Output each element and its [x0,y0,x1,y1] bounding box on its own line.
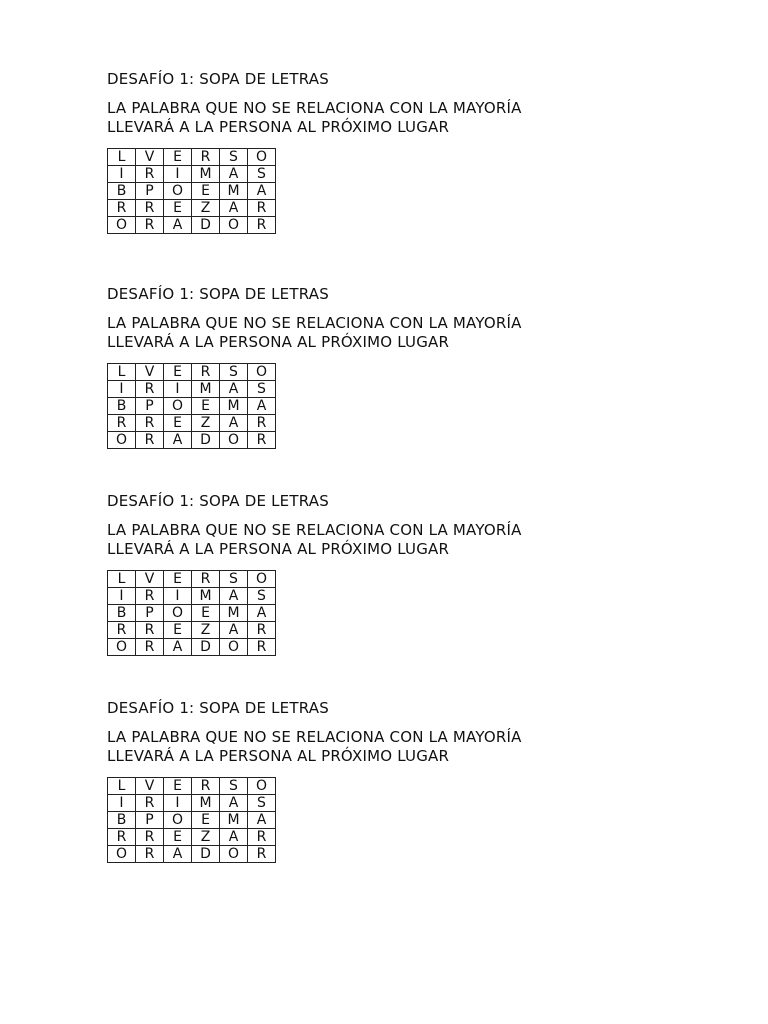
grid-cell: O [248,149,276,166]
grid-cell: O [248,571,276,588]
grid-cell: V [136,149,164,166]
grid-cell: R [248,217,276,234]
grid-cell: O [164,183,192,200]
grid-cell: B [108,605,136,622]
grid-row [108,588,276,605]
grid-cell: E [164,415,192,432]
grid-cell: L [108,364,136,381]
grid-cell: P [136,398,164,415]
grid-row [108,795,276,812]
grid-cell: R [192,571,220,588]
grid-cell: R [248,829,276,846]
grid-cell: R [136,432,164,449]
grid-row [108,183,276,200]
grid-cell: I [164,795,192,812]
grid-cell: S [220,571,248,588]
grid-cell: A [220,795,248,812]
grid-cell: S [220,364,248,381]
grid-cell: I [164,166,192,183]
instruction-line: LA PALABRA QUE NO SE RELACIONA CON LA MAYORÍA [107,521,522,539]
instruction-line: LLEVARÁ A LA PERSONA AL PRÓXIMO LUGAR [107,333,450,351]
grid-cell: A [248,605,276,622]
grid-row [108,149,276,166]
grid-cell: I [108,588,136,605]
grid-row [108,812,276,829]
grid-cell: O [108,846,136,863]
grid-row [108,622,276,639]
grid-cell: I [164,588,192,605]
grid-cell: R [248,639,276,656]
challenge-instruction [107,99,522,137]
grid-cell: I [108,166,136,183]
instruction-line: LLEVARÁ A LA PERSONA AL PRÓXIMO LUGAR [107,540,450,558]
grid-cell: A [220,166,248,183]
grid-cell: E [192,398,220,415]
grid-cell: A [248,812,276,829]
challenge-instruction [107,521,522,559]
grid-cell: A [220,200,248,217]
grid-cell: Z [192,829,220,846]
grid-cell: R [192,149,220,166]
instruction-line: LLEVARÁ A LA PERSONA AL PRÓXIMO LUGAR [107,118,450,136]
grid-cell: A [248,183,276,200]
grid-cell: I [108,795,136,812]
grid-row [108,381,276,398]
grid-cell: Z [192,415,220,432]
grid-cell: S [220,149,248,166]
challenge-title: DESAFÍO 1: SOPA DE LETRAS [107,699,329,717]
grid-row [108,778,276,795]
grid-cell: I [164,381,192,398]
grid-cell: S [248,795,276,812]
challenge-instruction [107,314,522,352]
grid-cell: M [192,795,220,812]
grid-cell: A [164,846,192,863]
grid-cell: O [108,639,136,656]
grid-cell: S [248,166,276,183]
grid-cell: L [108,571,136,588]
grid-cell: B [108,398,136,415]
grid-cell: E [192,183,220,200]
grid-row [108,639,276,656]
instruction-line: LA PALABRA QUE NO SE RELACIONA CON LA MAYORÍA [107,314,522,332]
grid-row [108,571,276,588]
grid-cell: R [108,829,136,846]
grid-cell: V [136,778,164,795]
grid-cell: E [164,571,192,588]
grid-cell: E [164,149,192,166]
grid-cell: R [136,166,164,183]
grid-cell: M [192,166,220,183]
grid-cell: Z [192,200,220,217]
grid-cell: R [136,381,164,398]
grid-cell: R [136,829,164,846]
grid-cell: S [220,778,248,795]
grid-cell: D [192,846,220,863]
grid-cell: D [192,639,220,656]
grid-cell: R [248,846,276,863]
grid-cell: M [220,398,248,415]
grid-cell: O [164,398,192,415]
grid-cell: R [248,200,276,217]
grid-cell: L [108,778,136,795]
grid-cell: R [192,364,220,381]
grid-cell: B [108,812,136,829]
grid-cell: E [164,200,192,217]
grid-cell: O [164,605,192,622]
grid-cell: Z [192,622,220,639]
grid-row [108,200,276,217]
grid-cell: M [220,183,248,200]
challenge-title: DESAFÍO 1: SOPA DE LETRAS [107,492,329,510]
grid-cell: R [136,200,164,217]
grid-row [108,829,276,846]
grid-cell: R [136,639,164,656]
grid-cell: O [220,432,248,449]
grid-cell: O [248,778,276,795]
grid-cell: E [192,812,220,829]
grid-cell: O [220,639,248,656]
grid-cell: R [248,415,276,432]
grid-cell: R [108,415,136,432]
word-search-grid [107,148,276,234]
grid-cell: R [248,432,276,449]
grid-cell: R [108,200,136,217]
grid-cell: M [220,605,248,622]
grid-cell: M [220,812,248,829]
grid-cell: M [192,588,220,605]
challenge-block [107,492,522,656]
grid-row [108,432,276,449]
challenge-title: DESAFÍO 1: SOPA DE LETRAS [107,70,329,88]
grid-row [108,166,276,183]
challenge-block [107,699,522,863]
grid-cell: O [248,364,276,381]
grid-row [108,398,276,415]
grid-cell: D [192,217,220,234]
grid-cell: R [136,217,164,234]
grid-cell: A [220,622,248,639]
grid-cell: O [164,812,192,829]
grid-cell: O [108,217,136,234]
grid-cell: S [248,588,276,605]
grid-cell: R [136,415,164,432]
grid-cell: V [136,571,164,588]
grid-cell: B [108,183,136,200]
grid-row [108,605,276,622]
grid-cell: E [164,778,192,795]
grid-row [108,846,276,863]
grid-cell: R [248,622,276,639]
grid-cell: R [136,622,164,639]
grid-cell: O [108,432,136,449]
grid-cell: O [220,217,248,234]
challenge-instruction [107,728,522,766]
grid-cell: R [136,846,164,863]
grid-cell: E [164,622,192,639]
word-search-grid [107,363,276,449]
challenge-block [107,285,522,449]
grid-cell: A [220,829,248,846]
grid-cell: P [136,812,164,829]
grid-cell: I [108,381,136,398]
grid-cell: A [164,432,192,449]
grid-cell: S [248,381,276,398]
grid-cell: D [192,432,220,449]
word-search-grid [107,570,276,656]
grid-cell: P [136,183,164,200]
grid-cell: R [108,622,136,639]
grid-cell: P [136,605,164,622]
word-search-grid [107,777,276,863]
grid-cell: E [164,364,192,381]
grid-cell: A [164,639,192,656]
grid-row [108,415,276,432]
grid-cell: A [220,588,248,605]
grid-cell: R [136,588,164,605]
grid-cell: A [220,381,248,398]
grid-cell: A [248,398,276,415]
instruction-line: LA PALABRA QUE NO SE RELACIONA CON LA MAYORÍA [107,99,522,117]
grid-cell: L [108,149,136,166]
grid-cell: V [136,364,164,381]
grid-cell: R [192,778,220,795]
grid-cell: E [164,829,192,846]
grid-cell: A [220,415,248,432]
grid-cell: M [192,381,220,398]
grid-row [108,364,276,381]
challenge-block [107,70,522,234]
grid-row [108,217,276,234]
grid-cell: O [220,846,248,863]
challenge-title: DESAFÍO 1: SOPA DE LETRAS [107,285,329,303]
grid-cell: A [164,217,192,234]
grid-cell: R [136,795,164,812]
grid-cell: E [192,605,220,622]
instruction-line: LA PALABRA QUE NO SE RELACIONA CON LA MAYORÍA [107,728,522,746]
instruction-line: LLEVARÁ A LA PERSONA AL PRÓXIMO LUGAR [107,747,450,765]
